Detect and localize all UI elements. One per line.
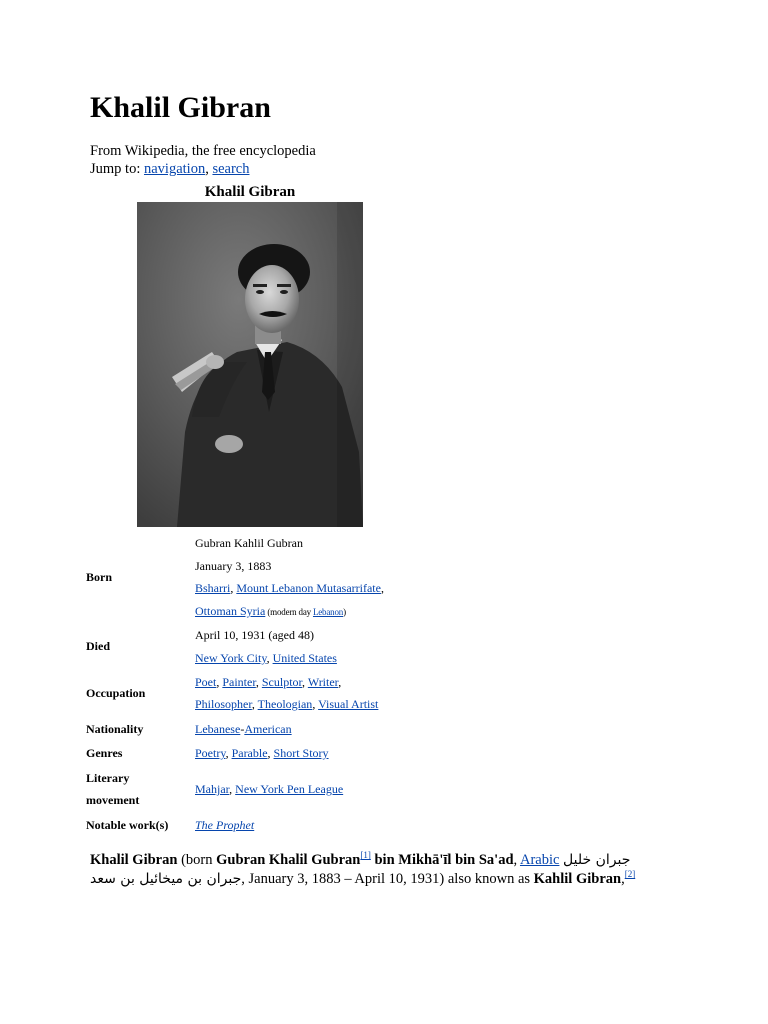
occupation-poet-link[interactable]: Poet [195, 675, 217, 689]
lead-arabic-name-2: جبران بن ميخائيل بن سعد [90, 871, 242, 887]
portrait-image[interactable] [137, 202, 363, 527]
page-title: Khalil Gibran [90, 91, 271, 124]
infobox-died-place [195, 650, 337, 666]
lead-born-open: (born [177, 852, 217, 868]
new-york-pen-league-link[interactable]: New York Pen League [235, 782, 344, 796]
jump-to-prefix: Jump to: [90, 161, 144, 177]
lead-aka: Kahlil Gibran [533, 871, 622, 887]
lead-line-1 [90, 851, 680, 870]
reference-1-link[interactable]: [1] [360, 850, 371, 860]
infobox-caption: Khalil Gibran [204, 184, 296, 200]
infobox-born-date: January 3, 1883 [195, 559, 272, 573]
lead-name: Khalil Gibran [90, 852, 178, 868]
infobox-died-date: April 10, 1931 (aged 48) [195, 628, 314, 642]
united-states-link[interactable]: United States [272, 651, 337, 665]
ottoman-syria-link[interactable]: Ottoman Syria [195, 604, 266, 618]
genre-parable-link[interactable]: Parable [231, 746, 268, 760]
search-link[interactable]: search [212, 161, 250, 177]
born-note-suffix: ) [343, 607, 346, 617]
lebanese-link[interactable]: Lebanese [195, 722, 241, 736]
infobox-nationality [195, 721, 292, 737]
portrait-graphic [137, 202, 363, 527]
infobox-label-notable-works: Notable work(s) [86, 818, 169, 832]
lead-patronym: bin Mikhā'īl bin Sa'ad [370, 852, 514, 868]
arabic-link[interactable]: Arabic [519, 852, 560, 868]
infobox-label-movement: movement [86, 793, 140, 807]
mount-lebanon-link[interactable]: Mount Lebanon Mutasarrifate [236, 581, 381, 595]
infobox-notable-works [195, 817, 254, 833]
lead-birth-name: Gubran Khalil Gubran [216, 852, 361, 868]
infobox-occupation-line2: Philosopher, Theologian, Visual Artist [195, 697, 379, 711]
the-prophet-link[interactable]: The Prophet [195, 818, 255, 832]
genre-poetry-link[interactable]: Poetry [195, 746, 226, 760]
lead-line-2 [90, 870, 680, 889]
infobox-born-place-line1 [195, 580, 384, 596]
infobox-label-born: Born [86, 570, 113, 584]
jump-separator: , [205, 161, 213, 177]
lead-paragraph [90, 851, 680, 889]
occupation-philosopher-link[interactable]: Philosopher [195, 697, 252, 711]
born-sep-2: , [380, 581, 384, 595]
died-sep: , [266, 651, 273, 665]
infobox-genres: Poetry, Parable, Short Story [195, 746, 329, 760]
infobox-label-nationality: Nationality [86, 722, 144, 736]
infobox-label-occupation: Occupation [86, 686, 146, 700]
lead-dates: , January 3, 1883 – April 10, 1931) also known as [241, 871, 534, 887]
born-sep-1: , [230, 581, 237, 595]
navigation-link[interactable]: navigation [143, 161, 206, 177]
occupation-writer-link[interactable]: Writer [307, 675, 339, 689]
lead-comma-2: , [621, 871, 625, 887]
nationality-dash: - [240, 722, 245, 736]
lead-comma-1: , [513, 852, 520, 868]
infobox-birth-name: Gubran Kahlil Gubran [195, 536, 303, 550]
infobox-label-genres: Genres [86, 746, 123, 760]
occupation-sculptor-link[interactable]: Sculptor [261, 675, 303, 689]
occupation-painter-link[interactable]: Painter [222, 675, 256, 689]
infobox-label-died: Died [86, 639, 110, 653]
occupation-visual-artist-link[interactable]: Visual Artist [318, 697, 379, 711]
reference-2-link[interactable]: [2] [624, 869, 636, 879]
jump-to-links [90, 160, 249, 178]
infobox-born-place-line2 [195, 603, 346, 620]
infobox-literary-movement: Mahjar, New York Pen League [195, 782, 344, 796]
infobox-occupation-line1: Poet, Painter, Sculptor, Writer, [195, 675, 342, 689]
born-note-prefix: (modern day [265, 607, 313, 617]
new-york-city-link[interactable]: New York City [195, 651, 267, 665]
genre-short-story-link[interactable]: Short Story [273, 746, 329, 760]
site-tagline: From Wikipedia, the free encyclopedia [90, 143, 316, 159]
lead-arabic-name-1: جبران خليل [563, 852, 631, 868]
bsharri-link[interactable]: Bsharri [195, 581, 231, 595]
lebanon-link[interactable]: Lebanon [312, 607, 344, 617]
infobox-label-literary: Literary [86, 771, 130, 785]
mahjar-link[interactable]: Mahjar [195, 782, 230, 796]
occupation-theologian-link[interactable]: Theologian [257, 697, 313, 711]
american-link[interactable]: American [244, 722, 292, 736]
